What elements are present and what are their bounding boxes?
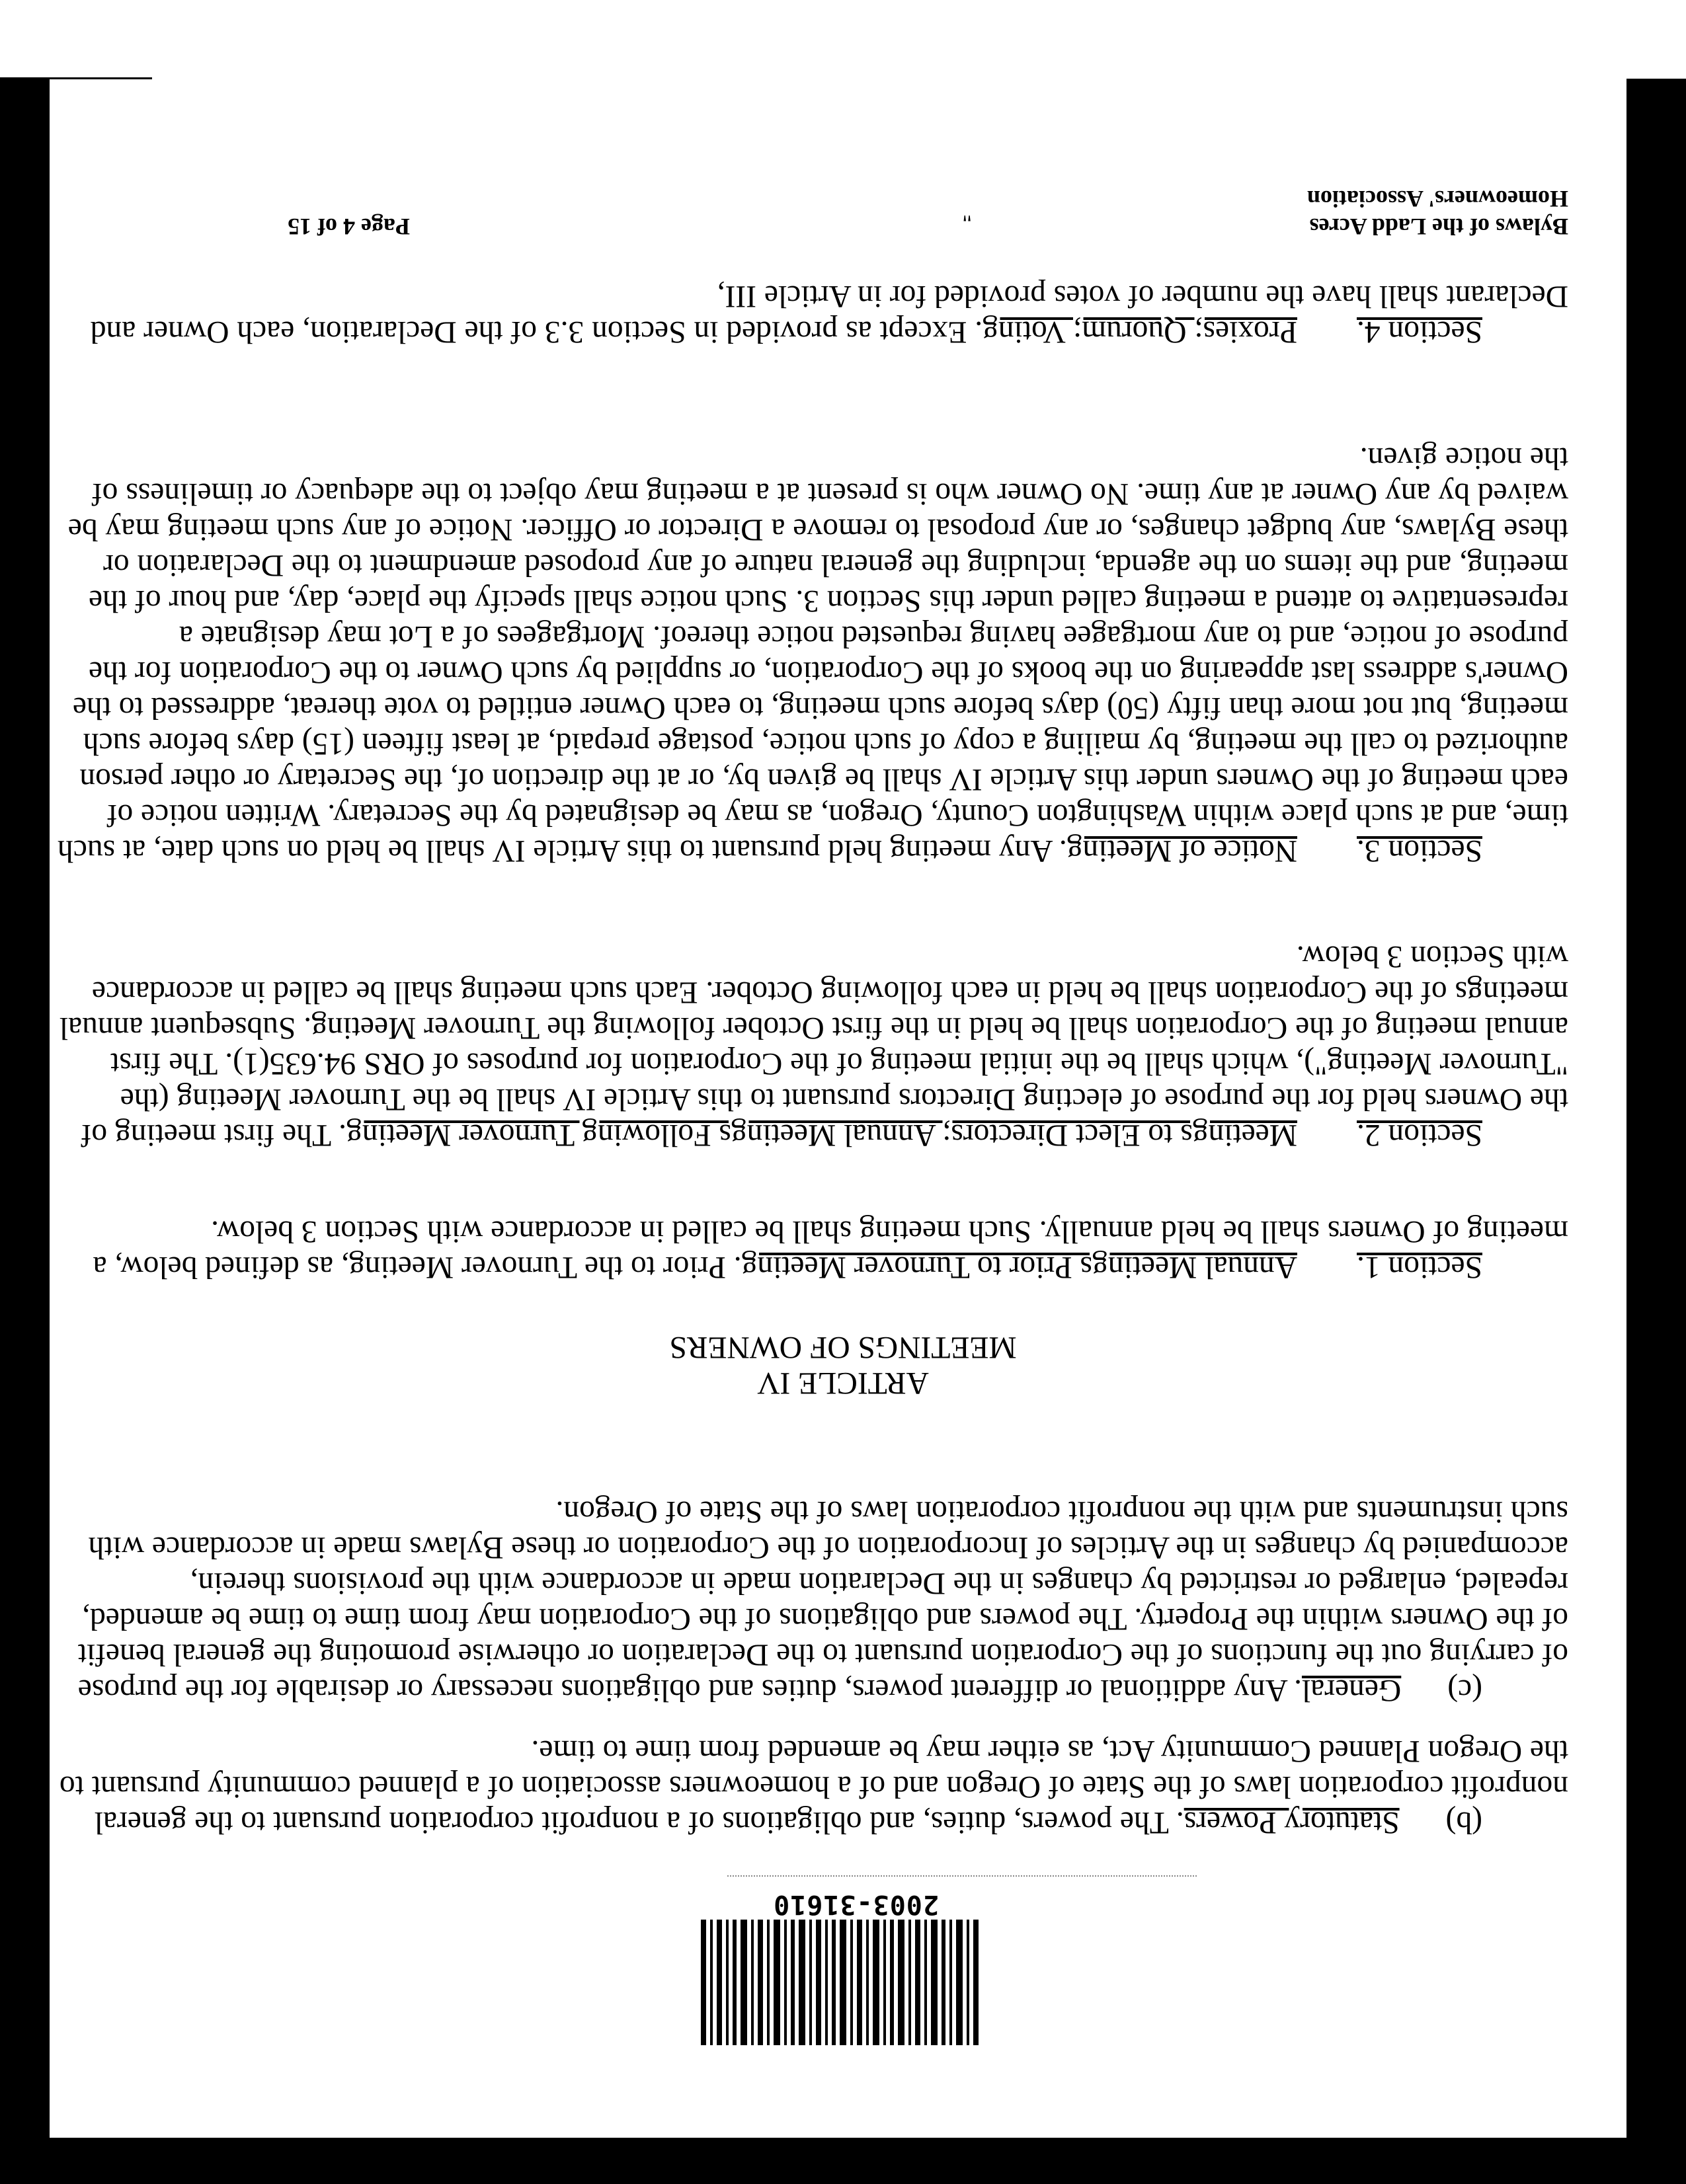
paragraph-title: General [1301, 1673, 1402, 1707]
scan-border-left [1626, 79, 1686, 2184]
paragraph-title: Statutory Powers [1184, 1805, 1400, 1840]
barcode-number: 2003-31610 [773, 1889, 939, 1920]
section-label: Section 2. [1357, 1118, 1482, 1152]
section-title: Proxies; Quorum; Voting [983, 315, 1298, 349]
page-number: Page 4 of 15 [288, 214, 410, 240]
section-text: . The first meeting of the Owners held for the purpose of electing Directors pursuant to this Article IV shall be the Turnover Meeting (the "Turnover Meeting"), which shall be the initial meeting of the Corporation for purposes of ORS 94.635(1). The first annual meeting of the Corporation shall be held in the first October following the Turnover Meeting. Subsequent annual meetings of the Corporation shall be held in each following October. Each such meeting shall be called in accordance with Section 3 below. [59, 939, 1568, 1152]
section-1 [48, 1214, 1568, 1285]
scan-border-top [0, 2138, 1686, 2184]
article-title: MEETINGS OF OWNERS [669, 1330, 1017, 1364]
section-4 [48, 278, 1568, 350]
paragraph-label: (c) [1447, 1673, 1482, 1707]
section-label: Section 1. [1357, 1250, 1482, 1284]
paragraph-b [48, 1733, 1568, 1840]
article-number: ARTICLE IV [757, 1366, 929, 1400]
section-title: Meetings to Elect Directors; Annual Meetings Following Turnover Meeting [346, 1118, 1298, 1152]
section-title: Notice of Meeting [1066, 834, 1298, 868]
section-3 [48, 440, 1568, 869]
footer-mark: " [962, 200, 972, 227]
paragraph-text: . Any additional or different powers, duties and obligations necessary or desirable for the purpose of carrying out the functions of the Corporation pursuant to the Declaration or otherwise promoting the general benefit of the Owners within the Property. The powers and obligations of the Corporation may from time to time be amended, repealed, enlarged or restricted by changes in the Declaration made in accordance with the provisions therein, accompanied by changes in the Articles of Incorporation of the Corporation or these Bylaws made in accordance with such instruments and with the nonprofit corporation laws of the State of Oregon. [77, 1495, 1568, 1707]
scan-border-right [0, 79, 50, 2184]
section-text: . Except as provided in Section 3.3 of the Declaration, each Owner and Declarant shall have the number of votes provided for in Article III, [90, 279, 1568, 349]
article-heading [0, 1329, 1686, 1401]
section-title: Annual Meetings Prior to Turnover Meeting [741, 1250, 1298, 1284]
scan-border-fragment [0, 77, 152, 79]
barcode [701, 1920, 979, 2045]
section-text: . Any meeting held pursuant to this Article IV shall be held on such date, at such time, and at such place within Washington County, Oregon, as may be designated by the Secretary. Written notice of each meeting of the Owners under this Article IV shall be given by, or at the direction of, the Secretary or other person authorized to call the meeting, by mailing a copy of such notice, postage prepaid, at least fifteen (15) days before such meeting, but not more than fifty (50) days before such meeting, to each Owner entitled to vote thereat, addressed to the Owner's address last appearing on the books of the Corporation, or supplied by such Owner to the Corporation for the purpose of notice, and to any mortgagee having requested notice thereof. Mortgagees of a Lot may designate a representative to attend a meeting called under this Section 3. Such notice shall specify the place, day, and hour of the meeting, and the items on the agenda, including the general nature of any proposed amendment to the Declaration or these Bylaws, any budget changes, or any proposal to remove a Director or Officer. Notice of any such meeting may be waived by any Owner at any time. No Owner who is present at a meeting may object to the adequacy or timeliness of the notice given. [58, 441, 1568, 868]
footer-title-line-1: Bylaws of the Ladd Acres [1309, 214, 1568, 240]
section-label: Section 3. [1357, 834, 1482, 868]
section-label: Section 4. [1357, 315, 1482, 349]
footer-title-line-2: Homeowners' Association [1307, 186, 1568, 212]
section-2 [48, 939, 1568, 1153]
paragraph-label: (b) [1445, 1805, 1482, 1840]
paragraph-c [48, 1494, 1568, 1708]
section-text: . Prior to the Turnover Meeting, as defined below, a meeting of Owners shall be held annually. Such meeting shall be called in accordance with Section 3 below. [93, 1214, 1568, 1284]
footer-doc-title [1307, 185, 1568, 241]
separator-line [727, 1875, 1197, 1877]
paragraph-text: . The powers, duties, and obligations of a nonprofit corporation pursuant to the general nonprofit corporation laws of the State of Oregon and of a homeowners association of a planned community pursuant to the Oregon Planned Community Act, as either may be amended from time to time. [59, 1734, 1568, 1840]
